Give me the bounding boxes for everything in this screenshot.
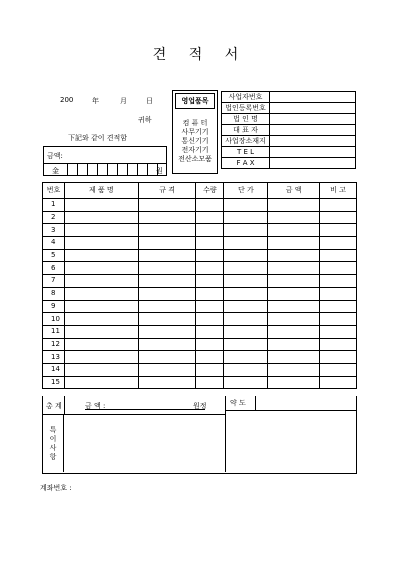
- row-number: 3: [43, 224, 65, 237]
- table-row: [43, 351, 357, 364]
- business-item: 사무기기: [181, 128, 209, 136]
- row-number: 1: [43, 199, 65, 212]
- row-number: 4: [43, 237, 65, 250]
- special-row: [225, 396, 356, 411]
- table-row: [43, 300, 357, 313]
- account-label: 계좌번호 :: [40, 484, 72, 492]
- header-number: 번호: [43, 183, 65, 199]
- table-row: [43, 313, 357, 326]
- supplier-value[interactable]: [270, 147, 356, 158]
- header-quantity: 수량: [196, 183, 224, 199]
- business-item: 컴 퓨 터: [182, 119, 208, 127]
- table-row: [43, 199, 357, 212]
- row-number: 15: [43, 376, 65, 389]
- supplier-label: T E L: [222, 147, 270, 158]
- table-row: [43, 376, 357, 389]
- supplier-value[interactable]: [270, 136, 356, 147]
- row-number: 10: [43, 313, 65, 326]
- date-month-unit: 月: [120, 97, 127, 105]
- supplier-value[interactable]: [270, 114, 356, 125]
- total-label: 총 계: [46, 402, 62, 410]
- statement: 下記와 같이 견적함: [68, 134, 128, 142]
- special-label: 약 도: [230, 399, 246, 407]
- addressee: 귀하: [138, 116, 152, 124]
- header-unit-price: 단 가: [224, 183, 268, 199]
- supplier-label: 사업자번호: [222, 92, 270, 103]
- row-number: 5: [43, 249, 65, 262]
- table-row: [43, 224, 357, 237]
- business-box: [172, 90, 218, 174]
- supplier-label: 사업장소재지: [222, 136, 270, 147]
- supplier-value[interactable]: [270, 92, 356, 103]
- table-row: [43, 262, 357, 275]
- row-number: 7: [43, 275, 65, 288]
- table-row: [43, 275, 357, 288]
- row-number: 14: [43, 363, 65, 376]
- table-row: [43, 325, 357, 338]
- header-amount: 금 액: [268, 183, 320, 199]
- supplier-value[interactable]: [270, 158, 356, 169]
- date-year: 200: [60, 96, 74, 104]
- header-product: 제 품 명: [64, 183, 138, 199]
- total-row: [43, 396, 226, 415]
- supplier-label: 법인등록번호: [222, 103, 270, 114]
- document-title: 견 적 서: [152, 47, 248, 63]
- amount-label: 금액:: [47, 152, 63, 160]
- date-day-unit: 日: [146, 97, 153, 105]
- table-row: [43, 211, 357, 224]
- amount-suffix: 원: [156, 167, 163, 175]
- row-number: 9: [43, 300, 65, 313]
- row-number: 8: [43, 287, 65, 300]
- business-item: 전자기기: [181, 146, 209, 154]
- table-row: [43, 249, 357, 262]
- supplier-table: [221, 91, 356, 169]
- header-remarks: 비 고: [320, 183, 357, 199]
- supplier-value[interactable]: [270, 103, 356, 114]
- table-row: [43, 237, 357, 250]
- row-number: 12: [43, 338, 65, 351]
- supplier-label: F A X: [222, 158, 270, 169]
- date-year-unit: 年: [92, 97, 99, 105]
- row-number: 6: [43, 262, 65, 275]
- supplier-value[interactable]: [270, 125, 356, 136]
- total-amount-unit: 원정: [193, 402, 207, 410]
- row-number: 2: [43, 211, 65, 224]
- item-table: [42, 182, 357, 389]
- table-row: [43, 363, 357, 376]
- amount-prefix: 金: [52, 167, 59, 175]
- supplier-label: 대 표 자: [222, 125, 270, 136]
- business-item: 통신기기: [181, 137, 209, 145]
- total-amount-label: 금 액 :: [85, 402, 106, 410]
- business-item: 전산소모품: [178, 155, 212, 163]
- amount-digit-boxes: [67, 163, 167, 175]
- footer-box: [42, 396, 357, 474]
- header-spec: 규 격: [138, 183, 196, 199]
- notes-label: 특 이 사 항: [43, 414, 64, 472]
- business-label: 영업품목: [175, 93, 215, 109]
- supplier-label: 법 인 명: [222, 114, 270, 125]
- row-number: 13: [43, 351, 65, 364]
- table-row: [43, 338, 357, 351]
- row-number: 11: [43, 325, 65, 338]
- table-row: [43, 287, 357, 300]
